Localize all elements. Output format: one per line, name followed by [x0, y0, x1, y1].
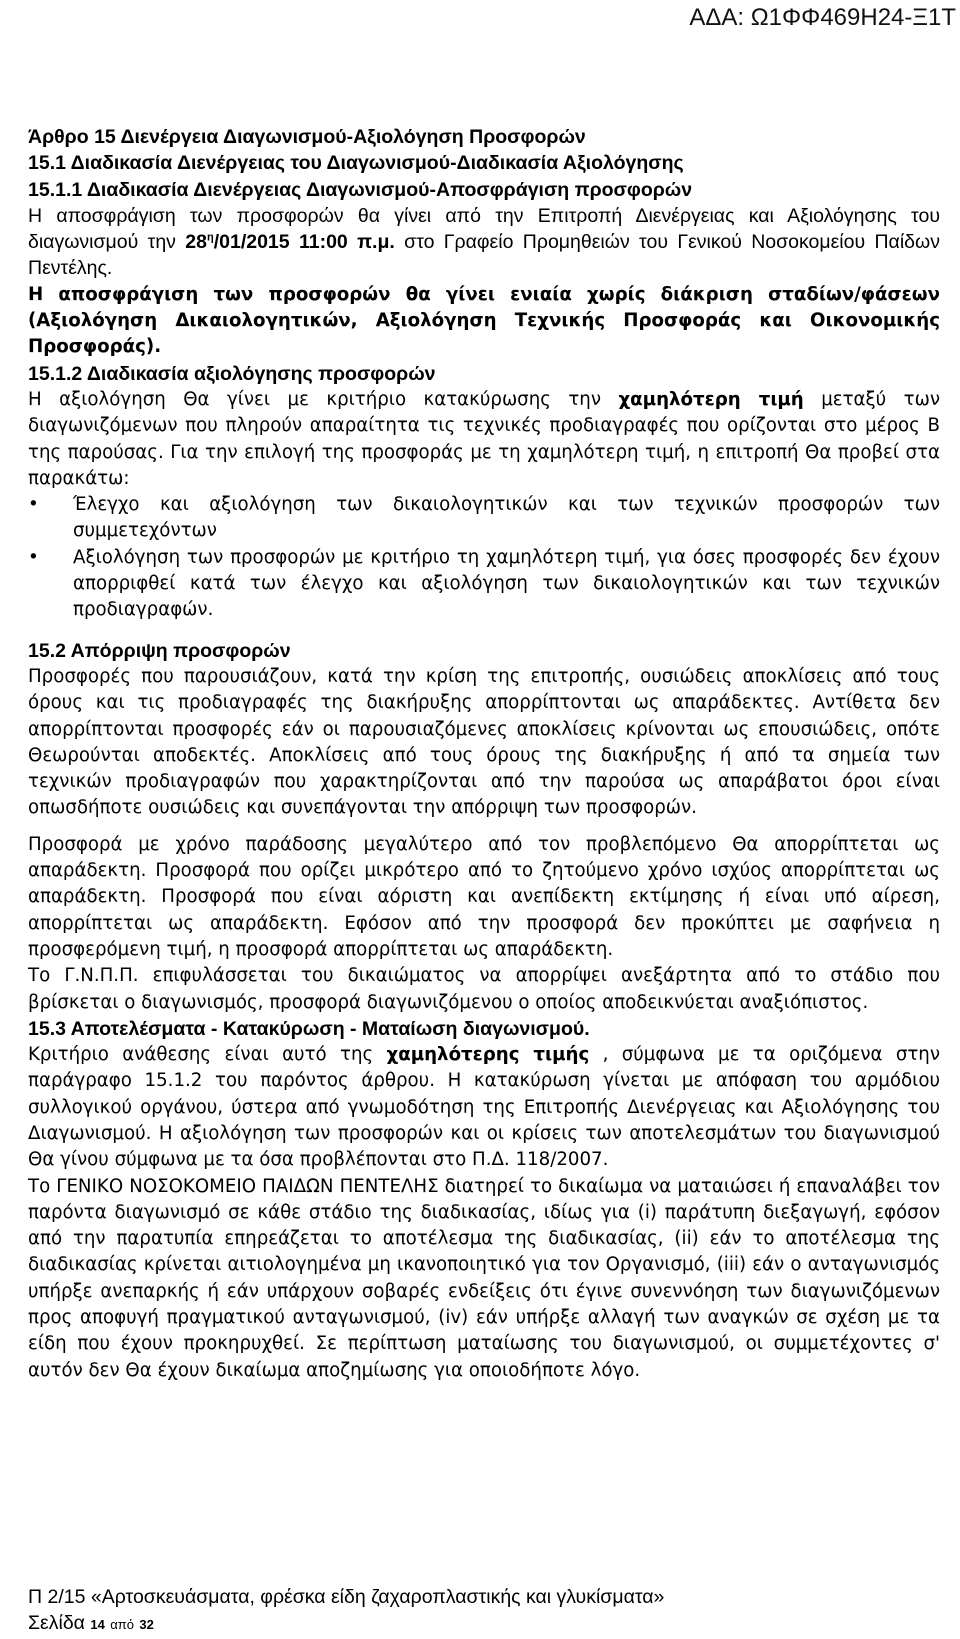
- section-15-3-title: 15.3 Αποτελέσματα - Κατακύρωση - Ματαίωση διαγωνισμού.: [28, 1017, 590, 1040]
- section-15-3-paragraph-2: Το ΓΕΝΙΚΟ ΝΟΣΟΚΟΜΕΙΟ ΠΑΙΔΩΝ ΠΕΝΤΕΛΗΣ διατηρεί το δικαίωμα να ματαιώσει ή επαναλάβει τον παρόντα διαγωνισμό σε κάθε στάδιο της διαδικασίας, ιδίως για (i) παράτυπη διεξαγωγή, εφόσον από την παρατυπία επηρεάζεται το αποτέλεσμα της διαδικασίας, (ii) εάν το αποτέλεσμα της διαδικασίας κρίνεται αιτιολογημένα μη ικανοποιητικό για τον Οργανισμό, (iii) εάν ο ανταγωνισμός υπήρξε ανεπαρκής ή εάν υπάρχουν σοβαρές ενδείξεις ότι έγινε συνεννόηση των διαγωνιζόμενων προς αποφυγή πραγματικού ανταγωνισμού, (iv) εάν υπήρξε αλλαγή των αναγκών σε σχέση με τα είδη που έχουν προκηρυχθεί. Σε περίπτωση ματαίωσης του διαγωνισμού, οι συμμετέχοντες σ' αυτόν δεν Θα έχουν δικαίωμα αποζημίωσης για οποιοδήποτε λόγο.: [28, 1175, 940, 1381]
- bold-notice-paragraph: Η αποσφράγιση των προσφορών θα γίνει ενιαία χωρίς διάκριση σταδίων/φάσεων (Αξιολόγηση Δικαιολογητικών, Αξιολόγηση Τεχνικής Προσφοράς και Οικονομικής Προσφοράς).: [28, 283, 940, 358]
- page-footer: [28, 1584, 664, 1638]
- section-15-2-title: 15.2 Απόρριψη προσφορών: [28, 639, 291, 662]
- evaluation-steps-list: [28, 492, 940, 623]
- section-15-1-1-paragraph: [28, 203, 940, 282]
- page-number: [28, 1610, 664, 1638]
- lowest-price-emphasis: χαμηλότερη τιμή: [618, 388, 804, 410]
- text-span: Κριτήριο ανάθεσης είναι αυτό της: [28, 1044, 387, 1066]
- date-superscript: η: [206, 231, 214, 244]
- text-span: μεταξύ των διαγωνιζόμενων που πληρούν απαραίτητα τις τεχνικές προδιαγραφές που ορίζονται στο μέρος Β της παρούσας. Για την επιλογή της προσφοράς με τη χαμηλότερη τιμή, η επιτροπή Θα προβεί στα παρακάτω:: [28, 388, 940, 489]
- text-span: Η αξιολόγηση Θα γίνει με κριτήριο κατακύρωσης την: [28, 388, 619, 410]
- text-span: Η αποσφράγιση των προσφορών θα γίνει από την Επιτροπή Διενέργειας και Αξιολόγησης του διαγωνισμού την: [28, 204, 940, 254]
- date-day: 28: [185, 231, 207, 254]
- article-title: Άρθρο 15 Διενέργεια Διαγωνισμού-Αξιολόγηση Προσφορών: [28, 126, 586, 148]
- ada-code: ΑΔΑ: Ω1ΦΦ469Η24-Ξ1Τ: [689, 4, 956, 31]
- lowest-price-emphasis: χαμηλότερης τιμής: [386, 1044, 590, 1066]
- page-of: από: [110, 1617, 134, 1632]
- section-15-2-paragraph-3: Το Γ.Ν.Π.Π. επιφυλάσσεται του δικαιώματος να απορρίψει ανεξάρτητα από το στάδιο που βρίσκεται ο διαγωνισμός, προσφορά διαγωνιζόμενου ο οποίος αποδεικνύεται αναξιόπιστος.: [28, 965, 940, 1013]
- date-rest: /01/2015 11:00 π.μ.: [213, 231, 395, 254]
- tender-reference: Π 2/15 «Αρτοσκευάσματα, φρέσκα είδη ζαχαροπλαστικής και γλυκίσματα»: [28, 1586, 665, 1608]
- section-15-1-2-title: 15.1.2 Διαδικασία αξιολόγησης προσφορών: [28, 362, 436, 385]
- list-item-text: Αξιολόγηση των προσφορών με κριτήριο τη χαμηλότερη τιμή, για όσες προσφορές δεν έχουν απορριφθεί κατά των έλεγχο και αξιολόγηση των δικαιολογητικών και των τεχνικών προδιαγραφών.: [73, 546, 940, 621]
- section-15-1-2-paragraph: [28, 387, 940, 492]
- page-current: 14: [90, 1617, 105, 1632]
- section-15-3-paragraph-1: [28, 1042, 940, 1173]
- section-15-2-paragraph-2: Προσφορά με χρόνο παράδοσης μεγαλύτερο από τον προβλεπόμενο Θα απορρίπτεται ως απαράδεκτη. Προσφορά που ορίζει μικρότερο από το ζητούμενο χρόνο ισχύος απορρίπτεται ως απαράδεκτη. Προσφορά που είναι αόριστη και ανεπίδεκτη εκτίμησης ή είναι υπό αίρεση, απορρίπτεται ως απαράδεκτη. Εφόσον από την προσφορά δεν προκύπτει με σαφήνεια η προσφερόμενη τιμή, η προσφορά απορρίπτεται ως απαράδεκτη.: [28, 833, 940, 960]
- spacer: [28, 624, 940, 638]
- section-15-1-1-title: 15.1.1 Διαδικασία Διενέργειας Διαγωνισμού-Αποσφράγιση προσφορών: [28, 178, 693, 201]
- page-label: Σελίδα: [28, 1612, 85, 1634]
- text-span: , σύμφωνα με τα οριζόμενα στην παράγραφο 15.1.2 του παρόντος άρθρου. Η κατακύρωση γίνεται με απόφαση του αρμόδιου συλλογικού οργάνου, ύστερα από γνωμοδότηση της Επιτροπής Διενέργειας και Αξιολόγησης του Διαγωνισμού. Η αξιολόγηση των προσφορών και οι κρίσεις των αποτελεσμάτων του διαγωνισμού Θα γίνου σύμφωνα με τα όσα προβλέπονται στο Π.Δ. 118/2007.: [28, 1044, 940, 1171]
- opening-date: [185, 231, 395, 253]
- text-span: στο Γραφείο Προμηθειών του Γενικού Νοσοκομείου Παίδων Πεντέλης.: [28, 231, 940, 280]
- section-15-2-paragraph-1: Προσφορές που παρουσιάζουν, κατά την κρίση της επιτροπής, ουσιώδεις αποκλίσεις από τους όρους και τις προδιαγραφές της διακήρυξης απορρίπτονται ως απαράδεκτες. Αντίθετα δεν απορρίπτονται προσφορές εάν οι παρουσιαζόμενες αποκλίσεις κρίνονται ως επουσιώδεις, οπότε Θεωρούνται αποδεκτές. Αποκλίσεις από τους όρους της διακήρυξης ή από τα σημεία των τεχνικών προδιαγραφών που χαρακτηρίζονται από την παρούσα ως απαράβατοι όροι είναι οπωσδήποτε ουσιώδεις και συνεπάγονται την απόρριψη των προσφορών.: [28, 665, 940, 819]
- section-15-1-title: 15.1 Διαδικασία Διενέργειας του Διαγωνισμού-Διαδικασία Αξιολόγησης: [28, 152, 684, 175]
- spacer: [28, 822, 940, 832]
- list-item: [28, 492, 940, 545]
- bullet-icon: •: [28, 546, 39, 568]
- list-item: [28, 545, 940, 624]
- list-item-text: Έλεγχο και αξιολόγηση των δικαιολογητικών και των τεχνικών προσφορών των συμμετεχόντων: [73, 494, 940, 542]
- document-body: [28, 124, 940, 1384]
- page-total: 32: [139, 1617, 154, 1632]
- bullet-icon: •: [28, 494, 39, 516]
